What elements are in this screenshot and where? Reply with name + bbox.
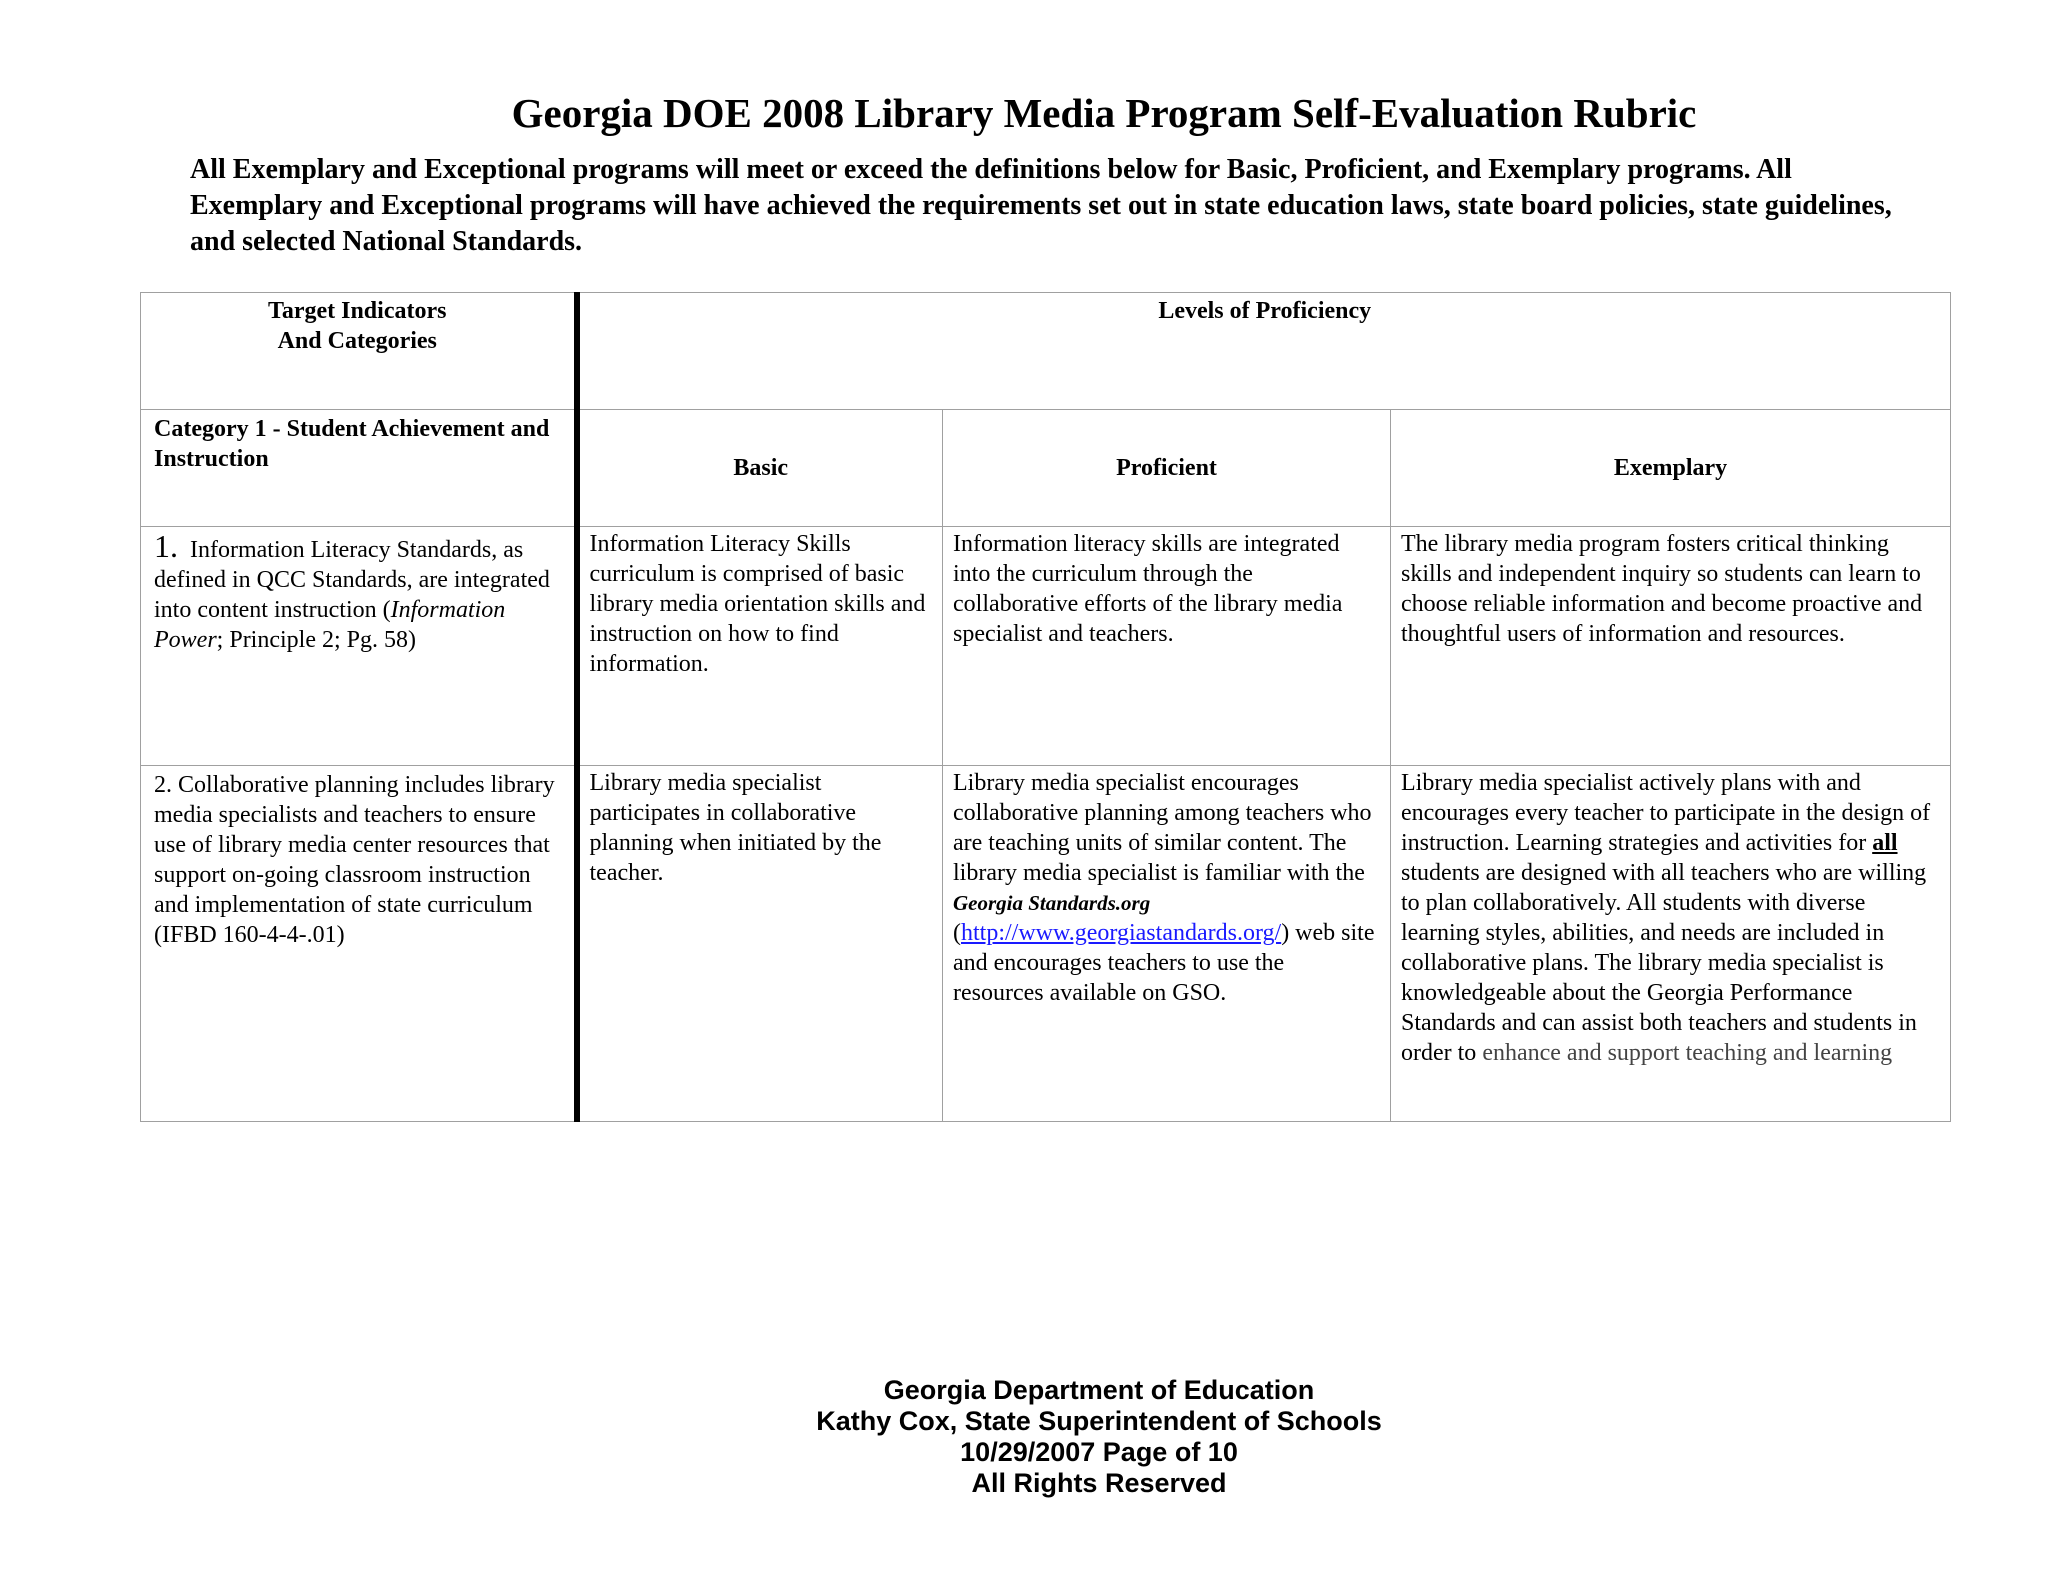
category-label: Category 1 - Student Achievement and Instruction xyxy=(141,410,577,527)
indicator-2-proficient: Library media specialist encourages collaborative planning among teachers who are teaching units of similar content. The library media specialist is familiar with the Georgia Standards.org (http://www.georgiastandards.org/) web site and encourages teachers to use the resources available on GSO. xyxy=(943,766,1391,1122)
footer-date-page: 10/29/2007 Page of 10 xyxy=(960,1437,1238,1467)
indicator-1-proficient: Information literacy skills are integrated into the curriculum through the collaborative efforts of the library media specialist and teachers. xyxy=(943,527,1391,766)
indicator-1-exemplary: The library media program fosters critical thinking skills and independent inquiry so students can learn to choose reliable information and become proactive and thoughtful users of information and resources. xyxy=(1391,527,1951,766)
indicator-2-basic: Library media specialist participates in collaborative planning when initiated by the teacher. xyxy=(577,766,943,1122)
header-levels-of-proficiency: Levels of Proficiency xyxy=(577,293,1951,410)
indicator-1-basic: Information Literacy Skills curriculum is comprised of basic library media orientation skills and instruction on how to find information. xyxy=(577,527,943,766)
footer-rights: All Rights Reserved xyxy=(971,1468,1227,1498)
page-title: Georgia DOE 2008 Library Media Program Self-Evaluation Rubric xyxy=(511,90,1697,136)
header-target-indicators: Target Indicators And Categories xyxy=(141,293,577,410)
table-row xyxy=(141,766,1951,1122)
georgia-standards-link[interactable]: http://www.georgiastandards.org/ xyxy=(961,920,1282,946)
table-row xyxy=(141,527,1951,766)
intro-paragraph: All Exemplary and Exceptional programs will meet or exceed the definitions below for Basic, Proficient, and Exemplary programs. All Exemplary and Exceptional programs will have achieved the requirements set out in state education laws, state board policies, state guidelines, and selected National Standards. xyxy=(190,154,1892,257)
footer-department: Georgia Department of Education xyxy=(883,1375,1315,1405)
rubric-table xyxy=(140,292,1951,1122)
page-footer xyxy=(0,1375,2048,1499)
indicator-2: 2. Collaborative planning includes library media specialists and teachers to ensure use of library media center resources that support on-going classroom instruction and implementation of state curriculum (IFBD 160-4-4-.01) xyxy=(141,766,577,1122)
level-basic-header: Basic xyxy=(577,410,943,527)
table-header-row xyxy=(141,293,1951,410)
level-proficient-header: Proficient xyxy=(943,410,1391,527)
indicator-2-exemplary: Library media specialist actively plans with and encourages every teacher to participate in the design of instruction. Learning strategies and activities for all students are designed with all teachers who are willing to plan collaboratively. All students with diverse learning styles, abilities, and needs are included in collaborative plans. The library media specialist is knowledgeable about the Georgia Performance Standards and can assist both teachers and students in order to enhance and support teaching and learning xyxy=(1391,766,1951,1122)
footer-superintendent: Kathy Cox, State Superintendent of Schools xyxy=(816,1406,1382,1436)
level-exemplary-header: Exemplary xyxy=(1391,410,1951,527)
georgia-standards-org-label: Georgia Standards.org xyxy=(953,891,1151,915)
indicator-1: 1. Information Literacy Standards, as defined in QCC Standards, are integrated into content instruction (Information Power; Principle 2; Pg. 58) xyxy=(141,527,577,766)
category-row xyxy=(141,410,1951,527)
